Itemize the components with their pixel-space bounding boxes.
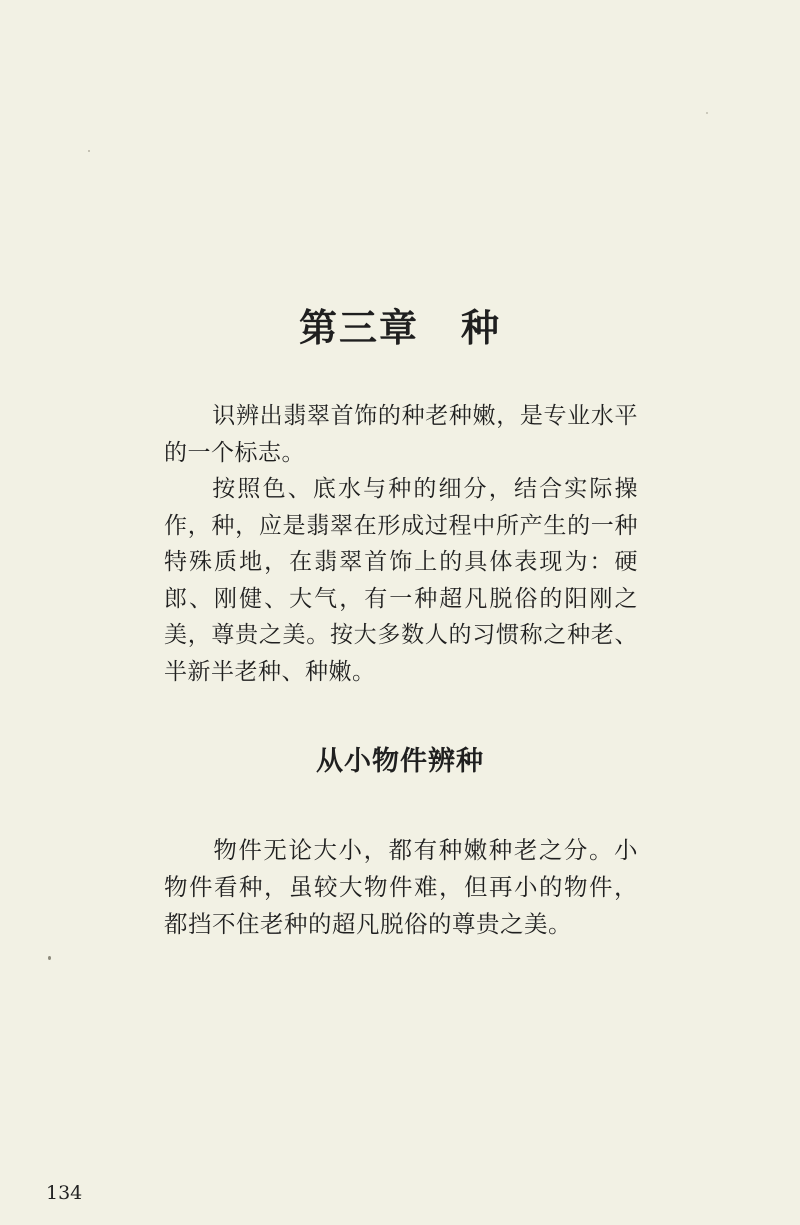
section-body (164, 832, 638, 943)
paper-speck (88, 150, 90, 152)
chapter-number-label: 第三章 (298, 306, 419, 350)
chapter-intro (164, 398, 638, 690)
intro-paragraph: 按照色、底水与种的细分，结合实际操作，种，应是翡翠在形成过程中所产生的一种特殊质地，在翡翠首饰上的具体表现为：硬郎、刚健、大气，有一种超凡脱俗的阳刚之美，尊贵之美。按大多数人的习惯称之种老、半新半老种、种嫩。 (164, 476, 638, 685)
section-heading: 从小物件辨种 (316, 746, 484, 777)
page-number: 134 (46, 1182, 83, 1204)
paper-speck (706, 112, 708, 114)
intro-paragraph: 识辨出翡翠首饰的种老种嫩，是专业水平的一个标志。 (164, 403, 638, 466)
section-paragraph: 物件无论大小，都有种嫩种老之分。小物件看种，虽较大物件难，但再小的物件，都挡不住老种的超凡脱俗的尊贵之美。 (164, 836, 638, 938)
chapter-title (0, 300, 800, 356)
chapter-topic: 种 (461, 306, 502, 350)
paper-speck (48, 956, 51, 960)
